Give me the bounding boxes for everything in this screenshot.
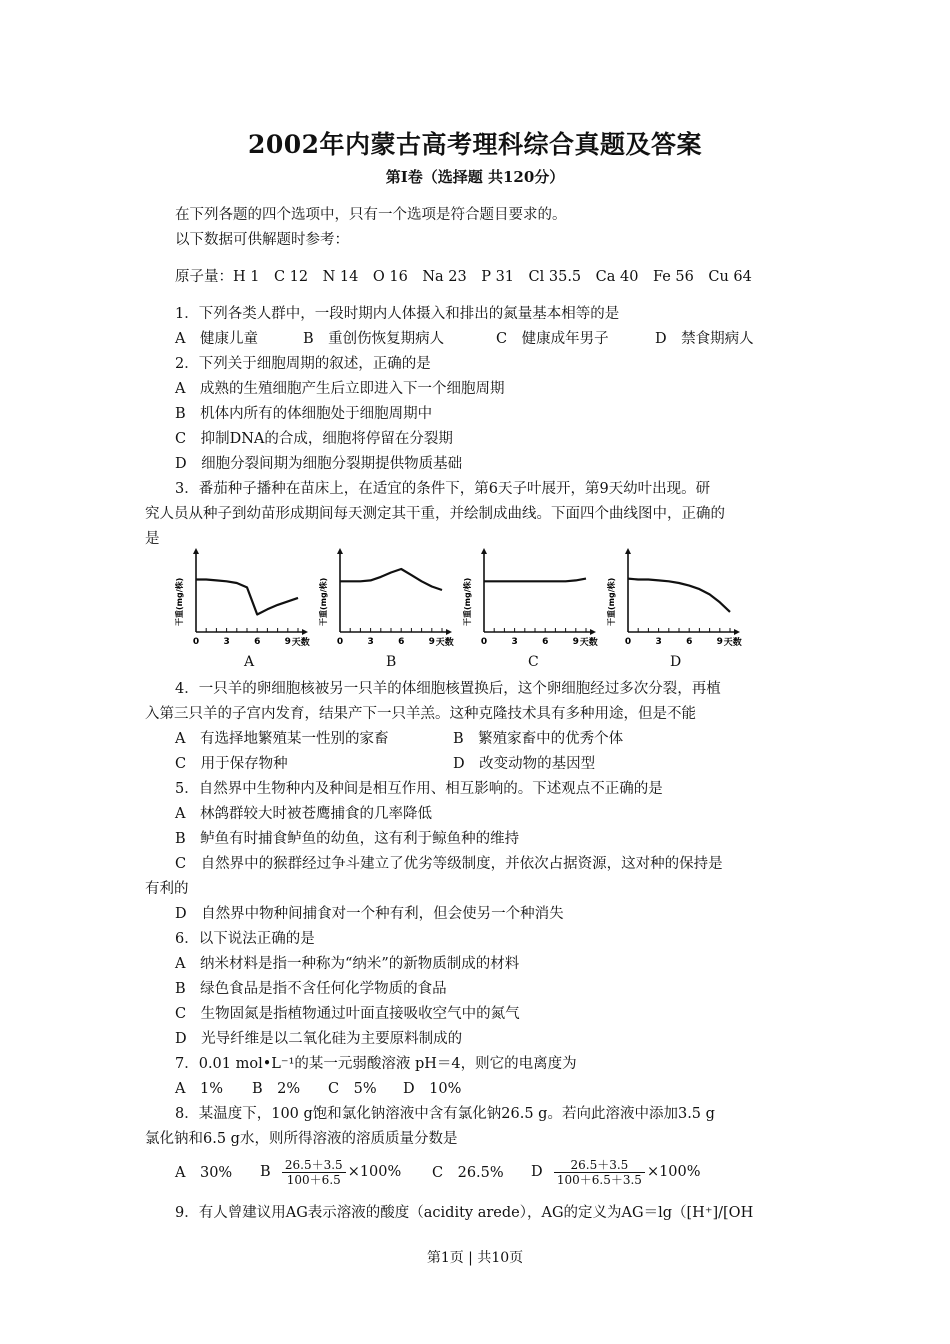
q7-stem: 7．0.01 mol•L⁻¹的某一元弱酸溶液 pH＝4，则它的电离度为: [175, 1056, 577, 1072]
y-axis-arrow: [337, 548, 343, 554]
page-title: 2002年内蒙古高考理科综合真题及答案: [247, 130, 703, 159]
q2-stem: 2．下列关于细胞周期的叙述，正确的是: [175, 356, 431, 372]
q1-option-b: B 重创伤恢复期病人: [303, 331, 445, 347]
x-axis-unit: 天数: [435, 638, 454, 648]
x-axis-unit: 天数: [723, 638, 742, 648]
intro-line-1: 在下列各题的四个选项中，只有一个选项是符合题目要求的。: [175, 207, 567, 223]
q5-option-a: A 林鸽群较大时被苍鹰捕食的几率降低: [175, 806, 432, 822]
q4-option-c: C 用于保存物种: [175, 756, 288, 772]
x-tick-label: 9: [716, 637, 723, 647]
x-tick-label: 3: [223, 637, 230, 647]
x-tick-label: 9: [572, 637, 579, 647]
q4-option-a: A 有选择地繁殖某一性别的家畜: [175, 731, 389, 747]
chart-b: [316, 548, 456, 648]
q8-option-d-label: D: [531, 1164, 543, 1180]
x-axis-unit: 天数: [291, 638, 310, 648]
y-axis-label: 干重(mg/株): [463, 577, 472, 626]
series-line: [340, 569, 442, 590]
q8-option-d-denominator: 100＋6.5＋3.5: [556, 1172, 642, 1187]
q8-option-b-denominator: 100＋6.5: [286, 1172, 341, 1187]
section-subtitle: 第Ⅰ卷（选择题 共120分）: [385, 168, 565, 186]
q8-option-d-numerator: 26.5＋3.5: [554, 1158, 645, 1173]
x-tick-label: 3: [511, 637, 518, 647]
q2-option-b: B 机体内所有的体细胞处于细胞周期中: [175, 406, 433, 422]
q4-stem-line-1: 4．一只羊的卵细胞核被另一只羊的体细胞核置换后，这个卵细胞经过多次分裂，再植: [175, 681, 721, 697]
q1-stem: 1．下列各类人群中，一段时期内人体摄入和排出的氮量基本相等的是: [175, 306, 620, 322]
y-axis-arrow: [193, 548, 199, 554]
q4-stem-line-2: 入第三只羊的子宫内发育，结果产下一只羊羔。这种克隆技术具有多种用途，但是不能: [145, 706, 696, 722]
chart-a-label: A: [244, 654, 255, 670]
x-tick-label: 0: [624, 637, 632, 647]
x-axis-unit: 天数: [579, 638, 598, 648]
q6-option-d: D 光导纤维是以二氧化硅为主要原料制成的: [175, 1031, 463, 1047]
chart-b-label: B: [386, 654, 397, 670]
y-axis-label: 干重(mg/株): [607, 577, 616, 626]
q9-stem: 9．有人曾建议用AG表示溶液的酸度（acidity arede），AG的定义为AG＝lg（[H⁺]/[OH: [175, 1205, 754, 1221]
q8-option-b: [260, 1155, 401, 1189]
q8-stem-line-1: 8．某温度下，100 g饱和氯化钠溶液中含有氯化钠26.5 g。若向此溶液中添加3.5 g: [175, 1106, 715, 1122]
chart-c: [460, 548, 600, 648]
q4-option-b: B 繁殖家畜中的优秀个体: [453, 731, 624, 747]
q8-option-c: C 26.5%: [432, 1165, 504, 1181]
q7-option-b: B 2%: [252, 1081, 301, 1097]
x-axis-arrow: [590, 629, 596, 635]
q8-option-d-tail: ×100%: [646, 1164, 701, 1180]
series-line: [628, 579, 730, 612]
q7-option-c: C 5%: [328, 1081, 377, 1097]
y-axis-arrow: [625, 548, 631, 554]
x-axis-arrow: [734, 629, 740, 635]
q8-option-b-numerator: 26.5＋3.5: [282, 1158, 346, 1173]
q8-option-a: A 30%: [175, 1165, 233, 1181]
intro-line-2: 以下数据可供解题时参考：: [175, 232, 349, 248]
x-tick-label: 6: [398, 637, 405, 647]
q6-option-b: B 绿色食品是指不含任何化学物质的食品: [175, 981, 447, 997]
q7-option-d: D 10%: [403, 1081, 462, 1097]
q8-stem-line-2: 氯化钠和6.5 g水，则所得溶液的溶质质量分数是: [145, 1131, 458, 1147]
q6-stem: 6．以下说法正确的是: [175, 931, 315, 947]
q5-option-d: D 自然界中物种间捕食对一个种有利，但会使另一个种消失: [175, 906, 564, 922]
x-tick-label: 9: [428, 637, 435, 647]
y-axis-label: 干重(mg/株): [319, 577, 328, 626]
x-tick-label: 6: [254, 637, 261, 647]
x-tick-label: 0: [480, 637, 488, 647]
x-tick-label: 3: [655, 637, 662, 647]
x-tick-label: 0: [336, 637, 344, 647]
series-line: [196, 580, 298, 615]
chart-a: [172, 548, 312, 648]
x-tick-label: 6: [542, 637, 549, 647]
q3-stem-line-2: 究人员从种子到幼苗形成期间每天测定其干重，并绘制成曲线。下面四个曲线图中，正确的: [145, 506, 725, 522]
x-tick-label: 0: [192, 637, 200, 647]
chart-c-label: C: [528, 654, 539, 670]
q3-stem-line-3: 是: [145, 531, 160, 547]
x-axis-arrow: [302, 629, 308, 635]
y-axis-label: 干重(mg/株): [175, 577, 184, 626]
q1-option-a: A 健康儿童: [175, 331, 258, 347]
x-tick-label: 3: [367, 637, 374, 647]
q7-option-a: A 1%: [175, 1081, 223, 1097]
q5-option-c-line-1: C 自然界中的猴群经过争斗建立了优劣等级制度，并依次占据资源，这对种的保持是: [175, 856, 723, 872]
q5-option-b: B 鲈鱼有时捕食鲈鱼的幼鱼，这有利于鲸鱼种的维持: [175, 831, 520, 847]
q5-option-c-line-2: 有利的: [145, 881, 189, 897]
atomic-mass-line: 原子量：H 1 C 12 N 14 O 16 Na 23 P 31 Cl 35.5 Ca 40 Fe 56 Cu 64: [175, 269, 752, 285]
q2-option-a: A 成熟的生殖细胞产生后立即进入下一个细胞周期: [175, 381, 505, 397]
q8-option-b-label: B: [260, 1164, 271, 1180]
x-tick-label: 6: [686, 637, 693, 647]
q1-option-d: D 禁食期病人: [655, 331, 754, 347]
q6-option-c: C 生物固氮是指植物通过叶面直接吸收空气中的氮气: [175, 1006, 520, 1022]
x-axis-arrow: [446, 629, 452, 635]
q8-option-d-fraction: [554, 1158, 645, 1187]
q1-option-c: C 健康成年男子: [496, 331, 609, 347]
q3-stem-line-1: 3．番茄种子播种在苗床上，在适宜的条件下，第6天子叶展开，第9天幼叶出现。研: [175, 481, 711, 497]
q2-option-c: C 抑制DNA的合成，细胞将停留在分裂期: [175, 431, 453, 447]
chart-d: [604, 548, 754, 648]
q8-option-b-tail: ×100%: [347, 1164, 402, 1180]
page-footer: 第1页 | 共10页: [426, 1250, 524, 1266]
q5-stem: 5．自然界中生物种内及种间是相互作用、相互影响的。下述观点不正确的是: [175, 781, 663, 797]
chart-d-label: D: [670, 654, 682, 670]
q8-option-b-fraction: [282, 1158, 346, 1187]
q4-option-d: D 改变动物的基因型: [453, 756, 596, 772]
y-axis-arrow: [481, 548, 487, 554]
x-tick-label: 9: [284, 637, 291, 647]
series-line: [484, 579, 586, 582]
q2-option-d: D 细胞分裂间期为细胞分裂期提供物质基础: [175, 456, 463, 472]
q6-option-a: A 纳米材料是指一种称为“纳米”的新物质制成的材料: [175, 956, 520, 972]
q8-option-d: [531, 1155, 701, 1189]
